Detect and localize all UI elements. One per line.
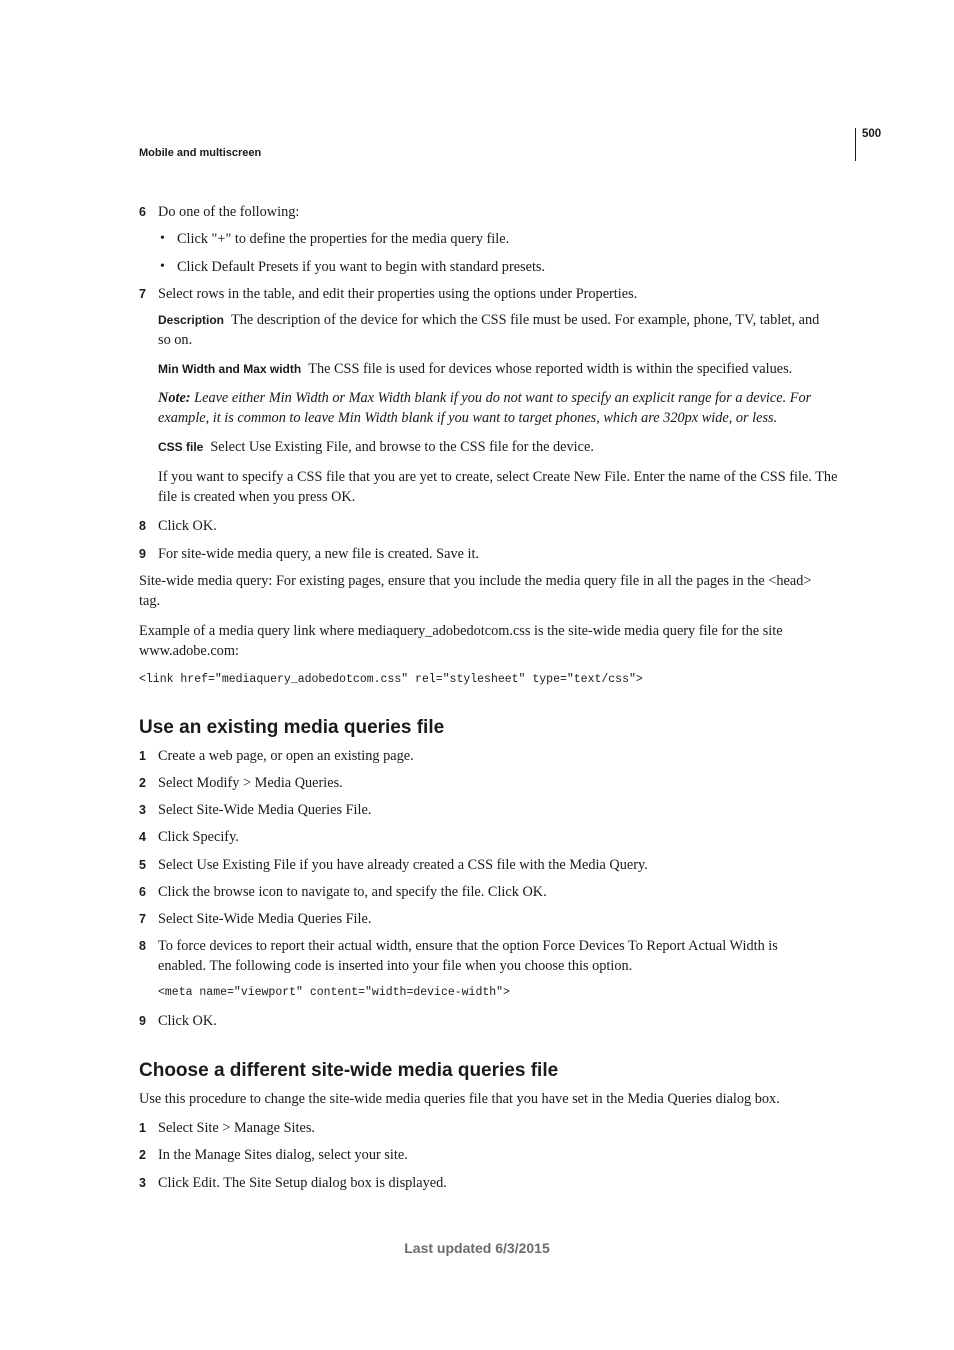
section-heading: Choose a different site-wide media queries file [139, 1060, 559, 1081]
step-text: Click OK. [158, 1013, 217, 1029]
step-number: 9 [139, 547, 146, 561]
note-label: Note: [158, 390, 191, 406]
step-text: In the Manage Sites dialog, select your site. [158, 1147, 408, 1163]
step-number: 3 [139, 1176, 146, 1190]
footer-last-updated: Last updated 6/3/2015 [404, 1240, 550, 1256]
running-header: Mobile and multiscreen [139, 147, 262, 159]
section-heading: Use an existing media queries file [139, 717, 445, 738]
step-number: 1 [139, 1121, 146, 1135]
step-text: Select Use Existing File if you have already created a CSS file with the Media Query. [158, 857, 648, 873]
property-text: so on. [158, 332, 193, 348]
property-cssfile [158, 437, 594, 457]
note-text: example, it is common to leave Min Width blank if you want to target phones, which are 320px wide, or less. [158, 410, 778, 426]
step-number: 1 [139, 749, 146, 763]
step-text: Select Site > Manage Sites. [158, 1120, 315, 1136]
paragraph-text: If you want to specify a CSS file that you are yet to create, select Create New File. Enter the name of the CSS file. The [158, 469, 838, 485]
step-number: 3 [139, 803, 146, 817]
step-number: 7 [139, 287, 146, 301]
property-text: The description of the device for which the CSS file must be used. For example, phone, TV, tablet, and [231, 312, 820, 328]
bullet-text: Click "+" to define the properties for the media query file. [177, 231, 510, 247]
step-number: 8 [139, 939, 146, 953]
step-text: Select rows in the table, and edit their properties using the options under Properties. [158, 286, 638, 302]
note-text: Leave either Min Width or Max Width blank if you do not want to specify an explicit range for a device. For [194, 390, 812, 406]
property-term: Description [158, 313, 225, 327]
step-number: 8 [139, 519, 146, 533]
property-term: Min Width and Max width [158, 362, 302, 376]
step-text: Select Modify > Media Queries. [158, 775, 343, 791]
step-number: 6 [139, 885, 146, 899]
paragraph-text: Site-wide media query: For existing pages, ensure that you include the media query file in all the pages in the <head> [139, 573, 812, 589]
bullet-text: Click Default Presets if you want to begin with standard presets. [177, 259, 546, 275]
property-text: Select Use Existing File, and browse to the CSS file for the device. [210, 439, 594, 455]
step-number: 4 [139, 830, 146, 844]
paragraph-text: Example of a media query link where mediaquery_adobedotcom.css is the site-wide media query file for the site [139, 623, 783, 639]
step-text: Click the browse icon to navigate to, and specify the file. Click OK. [158, 884, 547, 900]
step-number: 7 [139, 912, 146, 926]
property-description [158, 310, 819, 330]
paragraph-text: www.adobe.com: [139, 643, 239, 659]
step-number: 2 [139, 1148, 146, 1162]
header-rule [855, 128, 856, 161]
step-number: 2 [139, 776, 146, 790]
step-text: For site-wide media query, a new file is created. Save it. [158, 546, 480, 562]
step-text: Do one of the following: [158, 204, 300, 220]
property-term: CSS file [158, 440, 204, 454]
step-text: Select Site-Wide Media Queries File. [158, 802, 372, 818]
step-text: enabled. The following code is inserted into your file when you choose this option. [158, 958, 633, 974]
step-number: 6 [139, 205, 146, 219]
paragraph-text: Use this procedure to change the site-wide media queries file that you have set in the Media Queries dialog box. [139, 1091, 780, 1107]
step-text: Click Specify. [158, 829, 239, 845]
step-text: Select Site-Wide Media Queries File. [158, 911, 372, 927]
step-text: To force devices to report their actual width, ensure that the option Force Devices To Report Actual Width is [158, 938, 778, 954]
bullet-dot: • [160, 259, 165, 274]
property-minmax [158, 359, 792, 379]
step-text: Click Edit. The Site Setup dialog box is displayed. [158, 1175, 447, 1191]
property-text: The CSS file is used for devices whose reported width is within the specified values. [308, 361, 793, 377]
paragraph-text: tag. [139, 593, 161, 609]
paragraph-text: file is created when you press OK. [158, 489, 356, 505]
step-text: Create a web page, or open an existing page. [158, 748, 414, 764]
page-number: 500 [862, 128, 882, 140]
note [158, 388, 811, 408]
code-sample: <meta name="viewport" content="width=device-width"> [158, 986, 510, 999]
step-number: 5 [139, 858, 146, 872]
bullet-dot: • [160, 231, 165, 246]
code-sample: <link href="mediaquery_adobedotcom.css" rel="stylesheet" type="text/css"> [139, 673, 643, 686]
step-text: Click OK. [158, 518, 217, 534]
step-number: 9 [139, 1014, 146, 1028]
